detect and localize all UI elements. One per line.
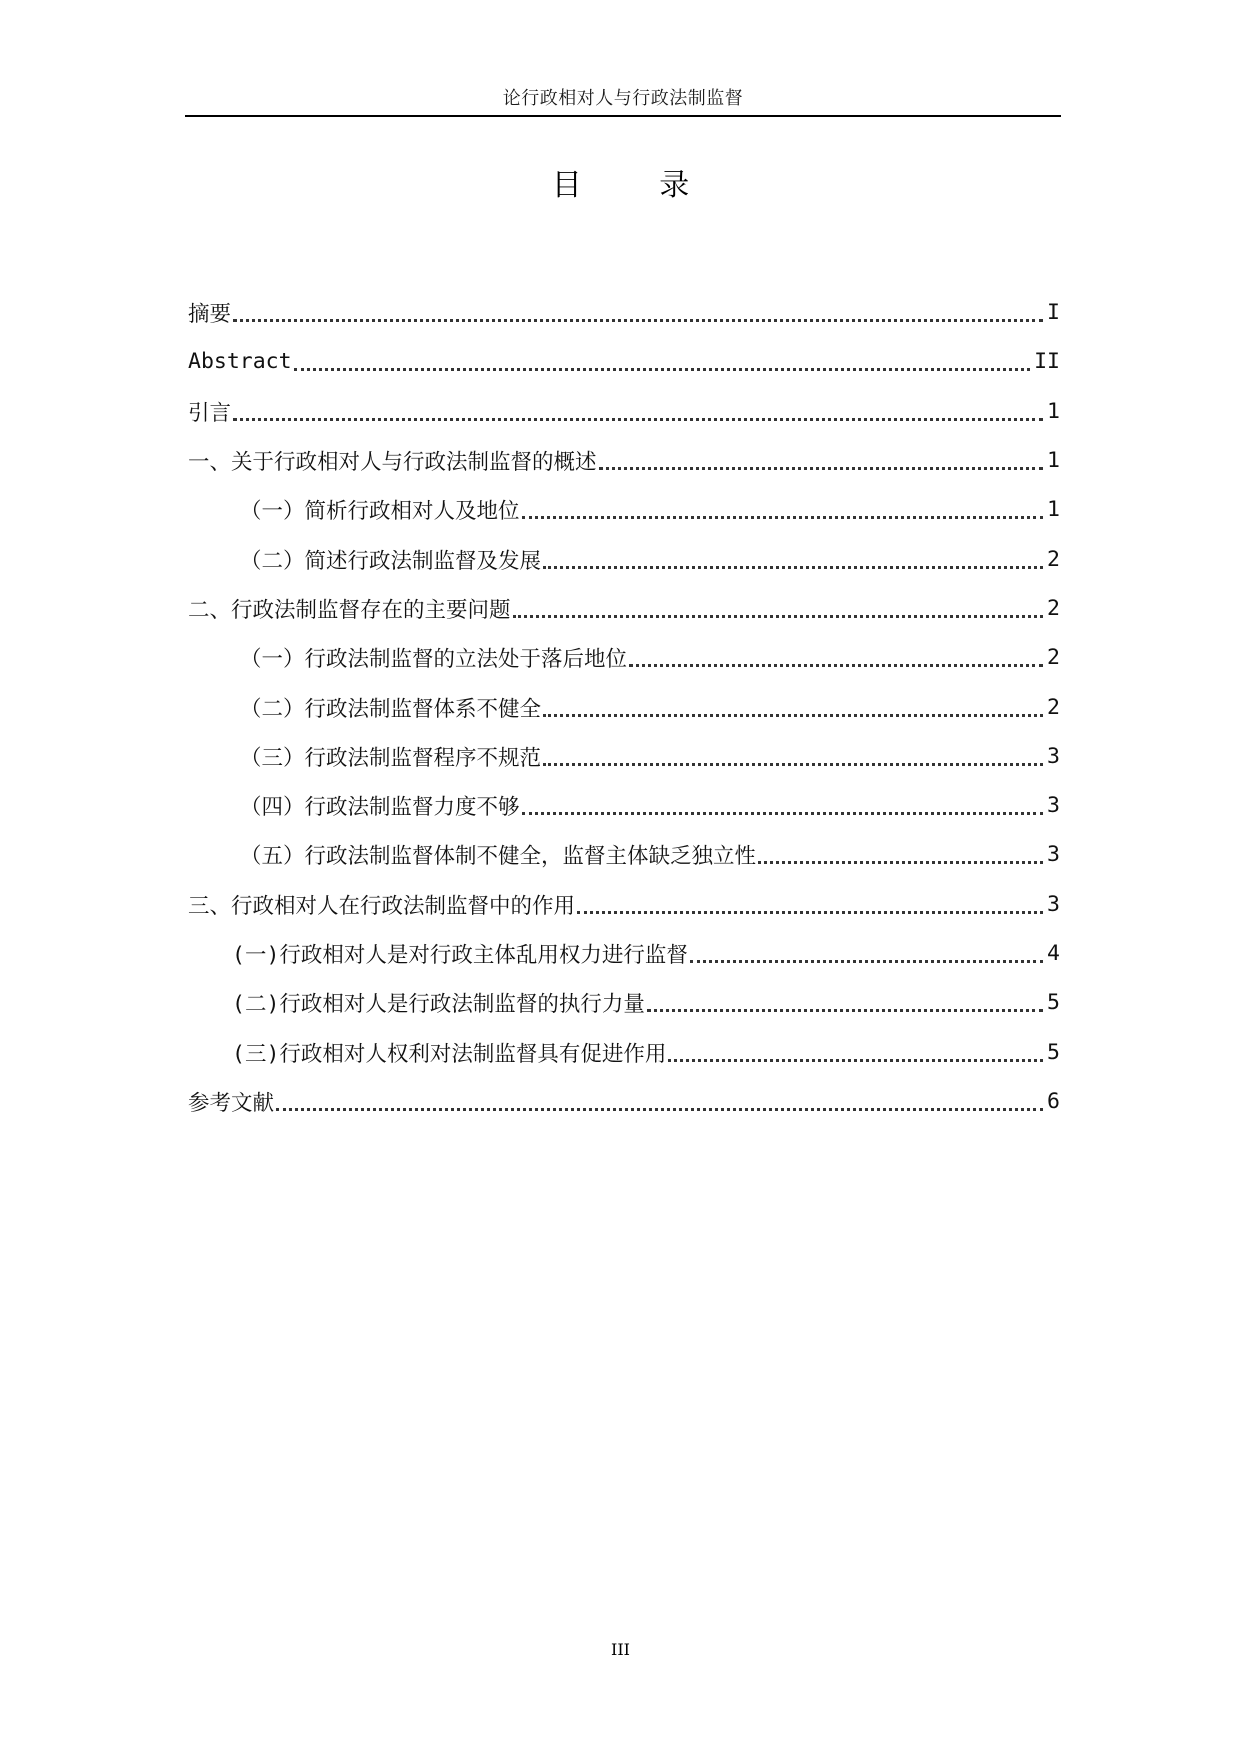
toc-entry[interactable] (188, 781, 1060, 830)
toc-leader-dots (513, 615, 1044, 618)
toc-leader-dots (543, 566, 1043, 569)
toc-entry[interactable] (188, 978, 1060, 1027)
toc-entry-page: 3 (1047, 891, 1060, 917)
toc-entry[interactable] (188, 929, 1060, 978)
page-number: III (611, 1640, 630, 1659)
toc-entry-text: (二)行政相对人是行政法制监督的执行力量 (232, 992, 645, 1018)
toc-entry-page: 5 (1047, 990, 1060, 1016)
toc-entry[interactable] (188, 1077, 1060, 1126)
toc-entry-text: （一）行政法制监督的立法处于落后地位 (240, 647, 628, 673)
toc-leader-dots (758, 861, 1043, 864)
toc-entry-text: （二）简述行政法制监督及发展 (240, 548, 542, 574)
toc-entry-page: 2 (1047, 694, 1060, 720)
toc-entry-text: 一、关于行政相对人与行政法制监督的概述 (188, 450, 597, 476)
toc-leader-dots (629, 664, 1043, 667)
toc-entry-page: 6 (1047, 1088, 1060, 1114)
running-header: 论行政相对人与行政法制监督 (502, 88, 744, 109)
toc-entry[interactable] (188, 1027, 1060, 1076)
toc-entry[interactable] (188, 830, 1060, 879)
toc-entry-text: （一）简析行政相对人及地位 (240, 499, 520, 525)
table-of-contents (188, 288, 1060, 1126)
toc-entry[interactable] (188, 682, 1060, 731)
toc-entry-text: 二、行政法制监督存在的主要问题 (188, 597, 511, 623)
toc-entry[interactable] (188, 485, 1060, 534)
toc-entry-text: （三）行政法制监督程序不规范 (240, 745, 542, 771)
toc-entry-page: 4 (1047, 941, 1060, 966)
toc-entry-page: 5 (1047, 1039, 1060, 1065)
toc-entry-page: 3 (1047, 842, 1060, 868)
toc-leader-dots (522, 812, 1044, 815)
toc-entry[interactable] (188, 534, 1060, 583)
toc-entry-text: (一)行政相对人是对行政主体乱用权力进行监督 (232, 943, 688, 968)
toc-leader-dots (233, 418, 1043, 421)
toc-entry-page: 3 (1047, 743, 1060, 769)
toc-entry[interactable] (188, 732, 1060, 781)
toc-entry-text: Abstract (188, 349, 292, 375)
toc-entry-text: 三、行政相对人在行政法制监督中的作用 (188, 893, 576, 919)
toc-entry-text: （二）行政法制监督体系不健全 (240, 696, 542, 722)
toc-leader-dots (599, 467, 1044, 470)
toc-entry[interactable] (188, 337, 1060, 386)
toc-entry-page: 3 (1047, 793, 1060, 819)
toc-entry-page: 1 (1047, 398, 1060, 424)
toc-leader-dots (668, 1059, 1043, 1062)
toc-leader-dots (690, 960, 1043, 963)
toc-entry-page: 2 (1047, 546, 1060, 572)
toc-entry-page: 1 (1047, 448, 1060, 474)
toc-entry-page: 2 (1047, 595, 1060, 621)
toc-entry[interactable] (188, 387, 1060, 436)
toc-leader-dots (543, 763, 1043, 766)
toc-entry-text: （五）行政法制监督体制不健全，监督主体缺乏独立性 (240, 844, 757, 870)
toc-entry-page: 2 (1047, 645, 1060, 671)
toc-entry[interactable] (188, 880, 1060, 929)
toc-entry-page: II (1034, 349, 1060, 375)
toc-entry-text: (三)行政相对人权利对法制监督具有促进作用 (232, 1041, 667, 1067)
toc-entry-text: 引言 (188, 400, 232, 426)
toc-leader-dots (647, 1009, 1043, 1012)
toc-leader-dots (543, 714, 1043, 717)
toc-leader-dots (294, 368, 1031, 371)
toc-leader-dots (522, 516, 1044, 519)
toc-leader-dots (233, 319, 1043, 322)
toc-entry-page: I (1047, 300, 1060, 326)
toc-entry-text: 摘要 (188, 302, 232, 328)
toc-entry[interactable] (188, 633, 1060, 682)
toc-entry[interactable] (188, 584, 1060, 633)
toc-title: 目 录 (551, 168, 724, 203)
toc-entry[interactable] (188, 436, 1060, 485)
toc-entry-text: 参考文献 (188, 1090, 275, 1116)
toc-leader-dots (276, 1108, 1043, 1111)
toc-entry-page: 1 (1047, 497, 1060, 523)
toc-entry-text: （四）行政法制监督力度不够 (240, 795, 520, 821)
toc-entry[interactable] (188, 288, 1060, 337)
toc-leader-dots (577, 911, 1043, 914)
header-rule (185, 115, 1061, 117)
